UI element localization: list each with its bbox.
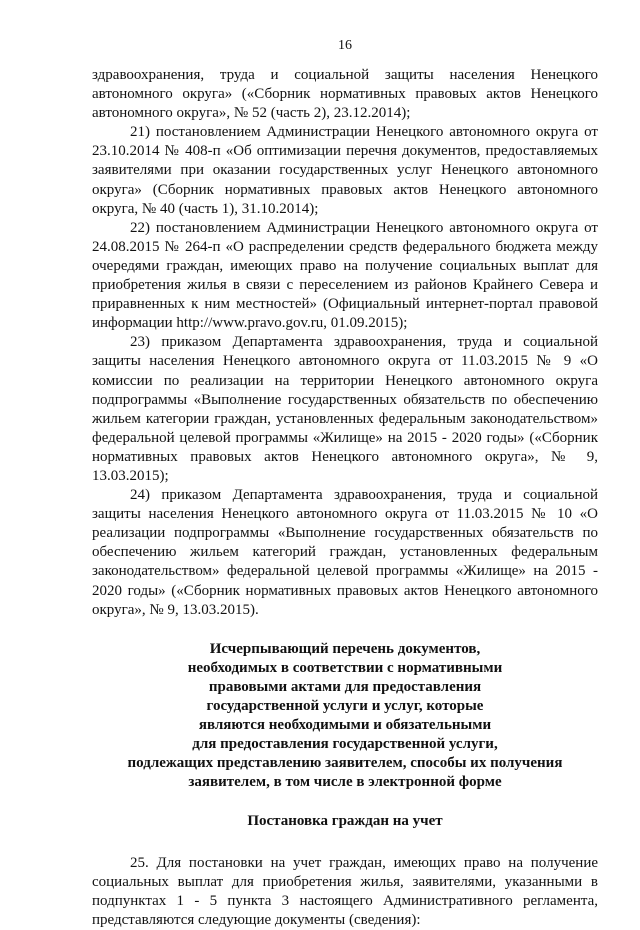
heading-line: для предоставления государственной услуги, bbox=[192, 736, 498, 753]
paragraph-item-23: 23) приказом Департамента здравоохранения, труда и социальной защиты населения Ненецкого автономного округа от 11.03.2015 № 9 «О комиссии по реализации на территории Ненецкого автономного округа подпрограммы «Выполнение государственных обязательств по обеспечению жильем категории граждан, установленных федеральным законодательством» федеральной целевой программы «Жилище» на 2015 - 2020 годы» («Сборник нормативных правовых актов Ненецкого автономного округа», № 9, 13.03.2015); bbox=[92, 334, 598, 484]
paragraph-continuation: здравоохранения, труда и социальной защиты населения Ненецкого автономного округа» («Сборник нормативных правовых актов Ненецкого автономного округа», № 52 (часть 2), 23.12.2014); bbox=[92, 67, 598, 122]
paragraph-item-24: 24) приказом Департамента здравоохранения, труда и социальной защиты населения Ненецкого автономного округа от 11.03.2015 № 10 «О реализации подпрограммы «Выполнение государственных обязательств по обеспечению жильем категорий граждан, установленных федеральным законодательством» федеральной целевой программы «Жилище» на 2015 - 2020 годы» («Сборник нормативных правовых актов Ненецкого автономного округа», № 9, 13.03.2015). bbox=[92, 487, 598, 618]
paragraph-item-21: 21) постановлением Администрации Ненецкого автономного округа от 23.10.2014 № 408-п «Об оптимизации перечня документов, предоставляемых заявителями при оказании государственных услуг Ненецкого автономного округа» (Сборник нормативных правовых актов Ненецкого автономного округа, № 40 (часть 1), 31.10.2014); bbox=[92, 124, 598, 217]
heading-line: Исчерпывающий перечень документов, bbox=[209, 640, 481, 657]
heading-line: подлежащих представлению заявителем, способы их получения bbox=[127, 755, 563, 772]
heading-line: государственной услуги и услуг, которые bbox=[206, 698, 484, 714]
documents-list-heading bbox=[92, 640, 598, 793]
heading-line: правовыми актами для предоставления bbox=[208, 678, 482, 695]
page-number: 16 bbox=[338, 38, 352, 53]
paragraph-item-25: 25. Для постановки на учет граждан, имеющих право на получение социальных выплат для приобретения жилья, заявителями, указанными в подпунктах 1 - 5 пункта 3 настоящего Административного регламента, представляются следующие документы (сведения): bbox=[92, 854, 598, 928]
section-title: Постановка граждан на учет bbox=[247, 813, 443, 830]
paragraph-item-22: 22) постановлением Администрации Ненецкого автономного округа от 24.08.2015 № 264-п «О распределении средств федерального бюджета между очередями граждан, имеющих право на получение социальных выплат для приобретения жилья в связи с переселением из районов Крайнего Севера и приравненных к ним местностей» (Официальный интернет-портал правовой информации http://www.pravo.gov.ru, 01.09.2015); bbox=[92, 219, 598, 332]
heading-line: являются необходимыми и обязательными bbox=[198, 717, 492, 734]
heading-line: необходимых в соответствии с нормативными bbox=[187, 659, 503, 676]
heading-line: заявителем, в том числе в электронной форме bbox=[188, 774, 502, 791]
